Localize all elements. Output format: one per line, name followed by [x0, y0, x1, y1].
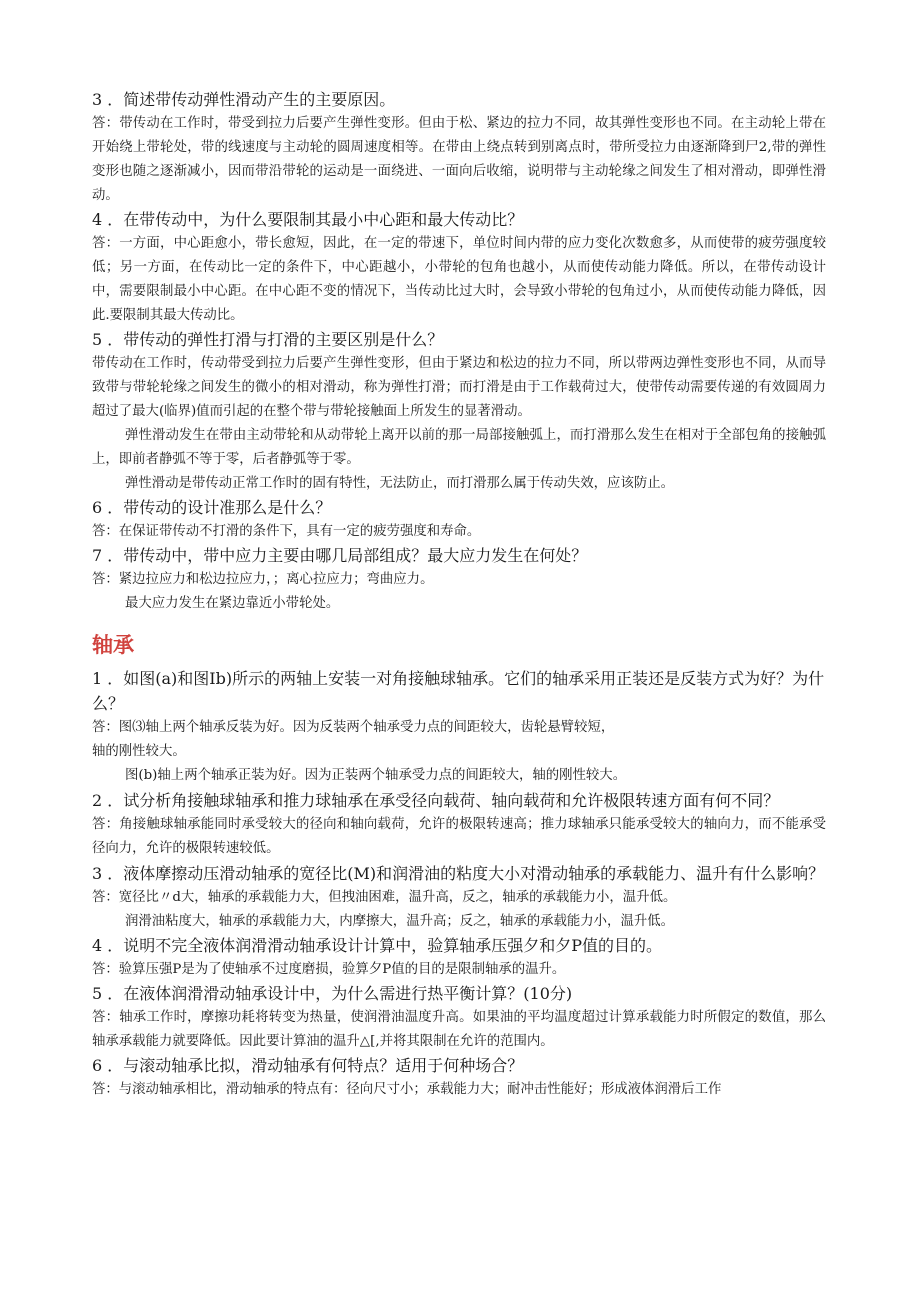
belt-question-3: 3 ．简述带传动弹性滑动产生的主要原因。 — [92, 90, 396, 109]
belt-answer-5: 带传动在工作时，传动带受到拉力后要产生弹性变形，但由于紧边和松边的拉力不同，所以带两边弹性变形也不同，从而导致带与带轮轮缘之间发生的微小的相对滑动，称为弹性打滑；而打滑是由于工作载荷过大，使带传动需要传递的有效圆周力超过了最大(临界)值而引起的在整个带与带轮接触面上所发生的显著滑动。 — [92, 356, 826, 419]
belt-answer-7-para-2: 最大应力发生在紧边靠近小带轮处。 — [125, 596, 340, 611]
belt-question-4: 4 ．在带传动中，为什么要限制其最小中心距和最大传动比？ — [92, 210, 524, 229]
bearing-answer-3-para-2: 润滑油粘度大，轴承的承载能力大，内摩擦大，温升高；反之，轴承的承载能力小，温升低。 — [125, 914, 675, 929]
belt-answer-3: 答：带传动在工作时，带受到拉力后要产生弹性变形。但由于松、紧边的拉力不同，故其弹性变形也不同。在主动轮上带在开始绕上带轮处，带的线速度与主动轮的圆周速度相等。在带由上绕点转到别离点时，带所受拉力由逐渐降到尸2,带的弹性变形也随之逐渐减小，因而带沿带轮的运动是一面绕进、一面向后收缩，说明带与主动轮缘之间发生了相对滑动，即弹性滑动。 — [92, 116, 826, 203]
belt-question-5: 5 ．带传动的弹性打滑与打滑的主要区别是什么？ — [92, 330, 444, 349]
document-body — [92, 88, 826, 1102]
bearing-answer-3: 答：宽径比〃d大，轴承的承载能力大，但拽油困难，温升高，反之，轴承的承载能力小，温升低。 — [92, 890, 677, 905]
bearing-question-3: 3 ．液体摩擦动压滑动轴承的宽径比(M)和润滑油的粘度大小对滑动轴承的承载能力、温升有什么影响？ — [92, 864, 825, 883]
bearing-answer-1-para-3: 图(b)轴上两个轴承正装为好。因为正装两个轴承受力点的间距较大，轴的刚性较大。 — [125, 768, 627, 783]
bearing-answer-2: 答：角接触球轴承能同时承受较大的径向和轴向载荷，允许的极限转速高；推力球轴承只能承受较大的轴向力，而不能承受径向力，允许的极限转速较低。 — [92, 817, 826, 856]
belt-question-7: 7 ．带传动中，带中应力主要由哪几局部组成？最大应力发生在何处？ — [92, 546, 588, 565]
bearing-question-4: 4 ．说明不完全液体润滑滑动轴承设计计算中，验算轴承压强夕和夕P值的目的。 — [92, 936, 663, 955]
section-heading-bearing: 轴承 — [92, 633, 134, 657]
bearing-answer-6: 答：与滚动轴承相比，滑动轴承的特点有：径向尺寸小；承载能力大；耐冲击性能好；形成液体润滑后工作 — [92, 1082, 722, 1097]
bearing-answer-1: 答：图⑶轴上两个轴承反装为好。因为反装两个轴承受力点的间距较大，齿轮悬臂较短， — [92, 720, 615, 735]
belt-answer-6: 答：在保证带传动不打滑的条件下，具有一定的疲劳强度和寿命。 — [92, 524, 481, 539]
belt-answer-4: 答：一方面，中心距愈小，带长愈短，因此，在一定的带速下，单位时间内带的应力变化次数愈多，从而使带的疲劳强度较低；另一方面，在传动比一定的条件下，中心距越小，小带轮的包角也越小，从而使传动能力降低。所以，在带传动设计中，需要限制最小中心距。在中心距不变的情况下，当传动比过大时，会导致小带轮的包角过小，从而使传动能力降低，因此.要限制其最大传动比。 — [92, 236, 826, 323]
bearing-question-1: 1 ．如图(a)和图Ib)所示的两轴上安装一对角接触球轴承。它们的轴承采用正装还是反装方式为好？为什么？ — [92, 669, 825, 713]
bearing-question-6: 6 ．与滚动轴承比拟，滑动轴承有何特点？适用于何种场合？ — [92, 1056, 524, 1075]
bearing-question-2: 2 ．试分析角接触球轴承和推力球轴承在承受径向载荷、轴向载荷和允许极限转速方面有何不同？ — [92, 791, 780, 810]
belt-answer-7: 答：紧边拉应力和松边拉应力，；离心拉应力；弯曲应力。 — [92, 572, 434, 587]
bearing-question-5: 5 ．在液体润滑滑动轴承设计中，为什么需进行热平衡计算？(10分) — [92, 984, 573, 1003]
bearing-answer-5: 答：轴承工作时，摩擦功耗将转变为热量，使润滑油温度升高。如果油的平均温度超过计算承载能力时所假定的数值，那么轴承承载能力就要降低。因此要计算油的温升△[,并将其限制在允许的范围内。 — [92, 1010, 826, 1049]
bearing-answer-4: 答：验算压强P是为了使轴承不过度磨损，验算夕P值的目的是限制轴承的温升。 — [92, 962, 566, 977]
belt-answer-5-para-3: 弹性滑动是带传动正常工作时的固有特性，无法防止，而打滑那么属于传动失效，应该防止。 — [125, 476, 675, 491]
belt-answer-5-para-2: 弹性滑动发生在带由主动带轮和从动带轮上离开以前的那一局部接触弧上，而打滑那么发生在相对于全部包角的接触弧上，即前者静弧不等于零，后者静弧等于零。 — [92, 428, 826, 467]
belt-question-6: 6 ．带传动的设计准那么是什么？ — [92, 498, 332, 517]
bearing-answer-1-para-2: 轴的刚性较大。 — [92, 744, 186, 759]
